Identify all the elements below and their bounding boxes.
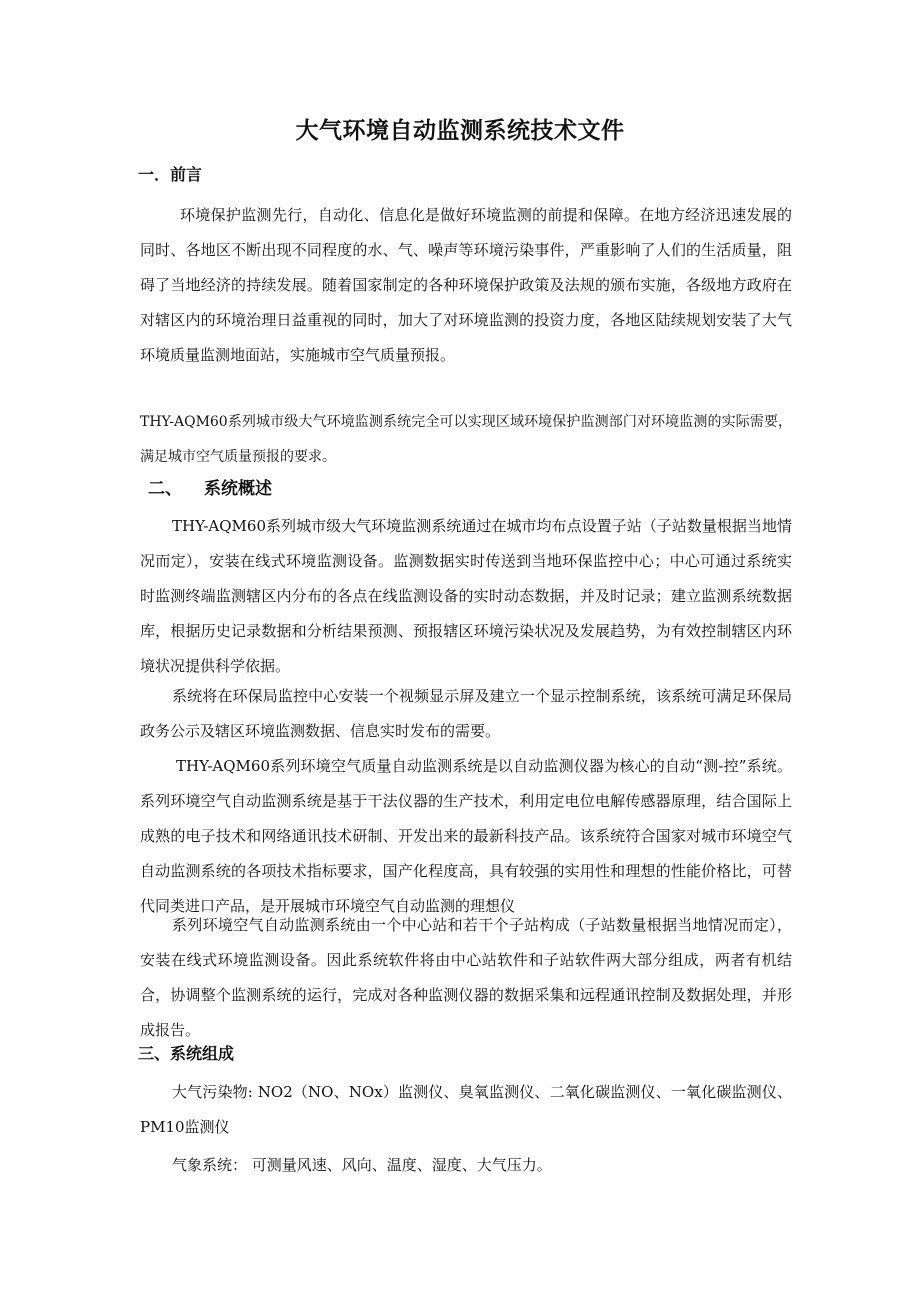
section-number: 二、: [148, 479, 182, 499]
paragraph: 气象系统： 可测量风速、风向、温度、湿度、大气压力。: [172, 1156, 552, 1174]
section-heading-overview: [148, 474, 272, 499]
paragraph: THY-AQM60系列城市级大气环境监测系统通过在城市均布点设置子站（子站数量根据当地情况而定），安装在线式环境监测设备。监测数据实时传送到当地环保监控中心；中心可通过系统实时监测终端监测辖区内分布的各点在线监测设备的实时动态数据，并及时记录；建立监测系统数据库，根据历史记录数据和分析结果预测、预报辖区环境污染状况及发展趋势，为有效控制辖区内环境状况提供科学依据。: [140, 517, 792, 675]
section-heading-text: 系统概述: [204, 479, 272, 499]
section-heading-composition: 三、系统组成: [138, 1044, 235, 1063]
paragraph: 大气污染物: NO2（NO、NOx）监测仪、臭氧监测仪、二氧化碳监测仪、一氧化碳监测仪、PM10监测仪: [140, 1083, 792, 1136]
paragraph: 系列环境空气自动监测系统由一个中心站和若干个子站构成（子站数量根据当地情况而定），安装在线式环境监测设备。因此系统软件将由中心站软件和子站软件两大部分组成，两者有机结合，协调整个监测系统的运行，完成对各种监测仪器的数据采集和远程通讯控制及数据处理，并形成报告。: [140, 916, 792, 1039]
section-heading-preface: 一．前言: [138, 165, 203, 184]
paragraph: THY-AQM60系列环境空气质量自动监测系统是以自动监测仪器为核心的自动“测-控”系统。系列环境空气自动监测系统是基于干法仪器的生产技术，利用定电位电解传感器原理，结合国际上成熟的电子技术和网络通讯技术研制、开发出来的最新科技产品。该系统符合国家对城市环境空气自动监测系统的各项技术指标要求，国产化程度高，具有较强的实用性和理想的性能价格比，可替代同类进口产品，是开展城市环境空气自动监测的理想仪: [140, 757, 792, 915]
document-title: 大气环境自动监测系统技术文件: [295, 118, 625, 144]
paragraph: 环境保护监测先行，自动化、信息化是做好环境监测的前提和保障。在地方经济迅速发展的同时、各地区不断出现不同程度的水、气、噪声等环境污染事件，严重影响了人们的生活质量，阻碍了当地经济的持续发展。随着国家制定的各种环境保护政策及法规的颁布实施，各级地方政府在对辖区内的环境治理日益重视的同时，加大了对环境监测的投资力度，各地区陆续规划安装了大气环境质量监测地面站，实施城市空气质量预报。: [140, 206, 792, 364]
paragraph: 系统将在环保局监控中心安装一个视频显示屏及建立一个显示控制系统，该系统可满足环保局政务公示及辖区环境监测数据、信息实时发布的需要。: [140, 687, 792, 740]
paragraph: THY-AQM60系列城市级大气环境监测系统完全可以实现区域环境保护监测部门对环境监测的实际需要，满足城市空气质量预报的要求。: [140, 414, 792, 465]
